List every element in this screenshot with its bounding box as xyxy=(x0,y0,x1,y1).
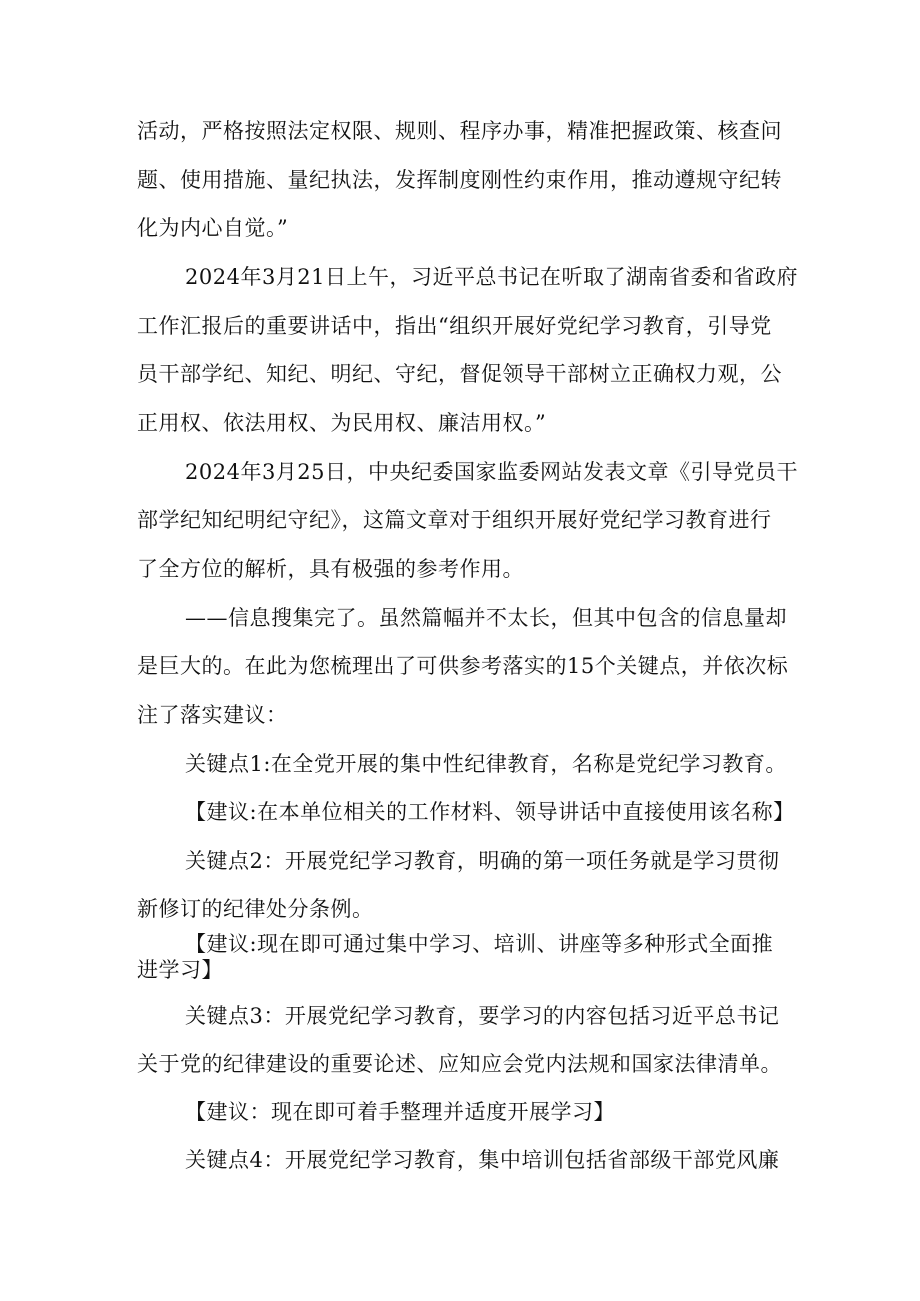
text-line: 2024年3月21日上午，习近平总书记在听取了湖南省委和省政府 xyxy=(185,265,799,289)
text-line: 新修订的纪律处分条例。 xyxy=(137,897,374,921)
suggestion-line: 【建议:在本单位相关的工作材料、领导讲话中直接使用该名称】 xyxy=(185,800,795,824)
text-line: 员干部学纪、知纪、明纪、守纪，督促领导干部树立正确权力观，公 xyxy=(137,362,782,386)
key-point-line: 关键点2：开展党纪学习教育，明确的第一项任务就是学习贯彻 xyxy=(185,849,780,873)
text-line: 工作汇报后的重要讲话中，指出“组织开展好党纪学习教育，引导党 xyxy=(137,314,772,338)
text-line: 关于党的纪律建设的重要论述、应知应会党内法规和国家法律清单。 xyxy=(137,1052,782,1076)
suggestion-line: 【建议：现在即可着手整理并适度开展学习】 xyxy=(185,1100,615,1124)
text-line: 化为内心自觉。” xyxy=(137,216,289,240)
text-line: 正用权、依法用权、为民用权、廉洁用权。” xyxy=(137,411,547,435)
text-line: 是巨大的。在此为您梳理出了可供参考落实的15个关键点，并依次标 xyxy=(137,654,789,678)
key-point-line: 关键点1:在全党开展的集中性纪律教育，名称是党纪学习教育。 xyxy=(185,752,787,776)
text-line: 活动，严格按照法定权限、规则、程序办事，精准把握政策、核查问 xyxy=(137,119,782,143)
text-line: 部学纪知纪明纪守纪》，这篇文章对于组织开展好党纪学习教育进行 xyxy=(137,508,772,532)
text-line: 了全方位的解析，具有极强的参考作用。 xyxy=(137,557,524,581)
text-line: ——信息搜集完了。虽然篇幅并不太长，但其中包含的信息量却 xyxy=(185,606,787,630)
suggestion-line: 进学习】 xyxy=(137,958,223,982)
text-line: 2024年3月25日，中央纪委国家监委网站发表文章《引导党员干 xyxy=(185,460,799,484)
text-line: 题、使用措施、量纪执法，发挥制度刚性约束作用，推动遵规守纪转 xyxy=(137,168,782,192)
key-point-line: 关键点3：开展党纪学习教育，要学习的内容包括习近平总书记 xyxy=(185,1004,780,1028)
key-point-line: 关键点4：开展党纪学习教育，集中培训包括省部级干部党风廉 xyxy=(185,1148,780,1172)
suggestion-line: 【建议:现在即可通过集中学习、培训、讲座等多种形式全面推 xyxy=(185,932,774,956)
text-line: 注了落实建议： xyxy=(137,703,288,727)
